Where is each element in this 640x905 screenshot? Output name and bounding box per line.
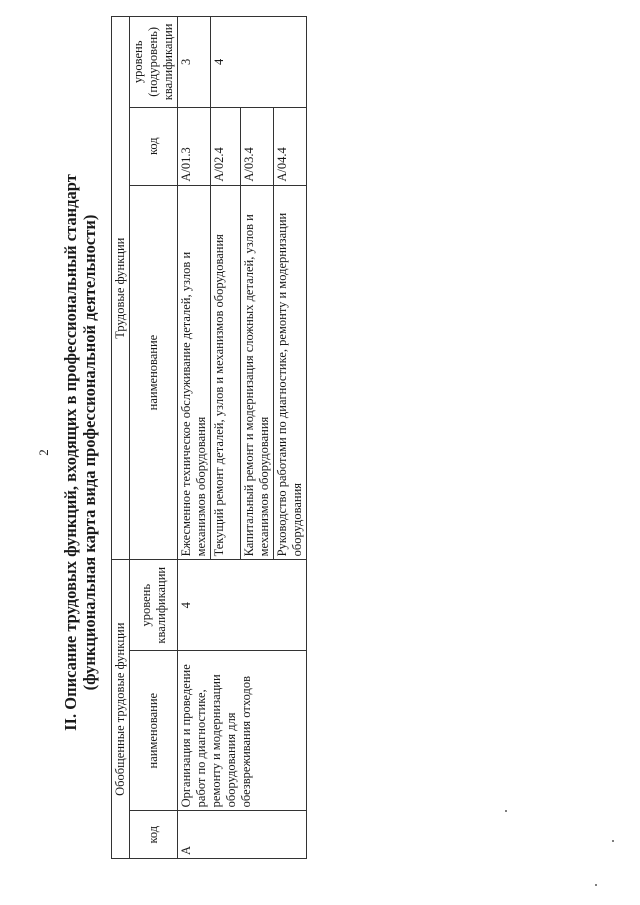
tf-code-cell: A/04.4 (274, 107, 307, 185)
table-row (178, 17, 211, 859)
tf-code-cell: A/02.4 (211, 107, 241, 185)
gen-name-cell: Организация и проведение работ по диагностике, ремонту и модернизации оборудования для обезвреживания отходов (178, 651, 307, 811)
gen-level-header: уровень квалификации (130, 560, 178, 651)
tf-level-header: уровень (подуровень) квалификации (130, 17, 178, 108)
tf-name-cell: Руководство работами по диагностике, ремонту и модернизации оборудования (274, 185, 307, 560)
section-title: II. Описание трудовых функций, входящих в профессиональный стандарт (61, 174, 80, 731)
tf-code-cell: A/03.4 (241, 107, 274, 185)
generalized-functions-header: Обобщенные трудовые функции (112, 560, 130, 859)
section-subtitle: (функциональная карта вида профессиональной деятельности) (80, 214, 99, 691)
functional-map-table (111, 16, 307, 859)
labor-functions-header: Трудовые функции (112, 17, 130, 560)
tf-name-cell: Ежесменное техническое обслуживание деталей, узлов и механизмов оборудования (178, 185, 211, 560)
scan-speck (595, 884, 597, 886)
column-header-row (130, 17, 178, 859)
scan-speck (612, 840, 614, 842)
scan-speck (505, 810, 507, 812)
tf-name-cell: Капитальный ремонт и модернизация сложных деталей, узлов и механизмов оборудования (241, 185, 274, 560)
tf-code-header: код (130, 107, 178, 185)
tf-name-cell: Текущий ремонт деталей, узлов и механизмов оборудования (211, 185, 241, 560)
group-header-row (112, 17, 130, 859)
tf-name-header: наименование (130, 185, 178, 560)
gen-level-cell: 4 (178, 560, 307, 651)
tf-level-cell: 3 (178, 17, 211, 108)
gen-code-header: код (130, 811, 178, 859)
tf-code-cell: A/01.3 (178, 107, 211, 185)
page-number: 2 (36, 449, 51, 456)
gen-code-cell: A (178, 811, 307, 859)
gen-name-header: наименование (130, 651, 178, 811)
tf-level-cell: 4 (211, 17, 307, 108)
